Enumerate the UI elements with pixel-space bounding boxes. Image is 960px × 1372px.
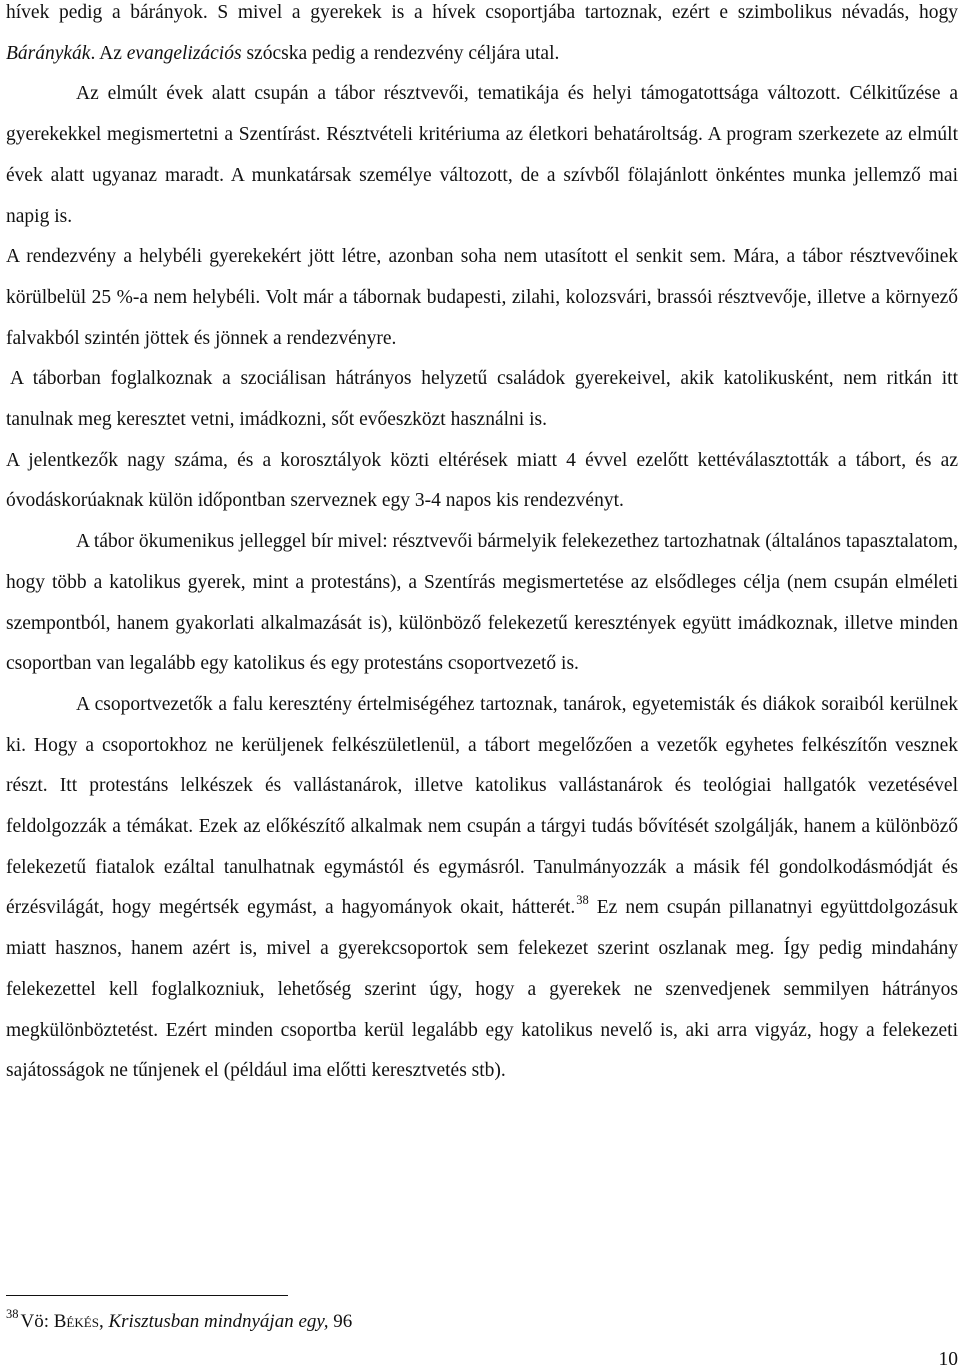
footnote-separator: , xyxy=(98,1311,109,1332)
footnote-reference[interactable]: 38 xyxy=(576,893,589,908)
footnote-author: Békés xyxy=(53,1311,99,1332)
paragraph-1-italic-baranykak: Báránykák xyxy=(6,42,91,64)
paragraph-7-text-a: A csoportvezetők a falu keresztény értelmiségéhez tartoznak, tanárok, egyetemisták és diákok soraiból kerülnek ki. Hogy a csoportokhoz ne kerüljenek felkészületlenül, a tábort megelőzően a vezetők egyhetes felkészítőn vesznek részt. Itt protestáns lelkészek és vallástanárok, illetve katolikus vallástanárok és teológiai hallgatók vezetésével feldolgozzák a témákat. Ezek az előkészítő alkalmak nem csupán a tárgyi tudás bővítését szolgálják, hanem a különböző felekezetű fiatalok ezáltal tanulhatnak egymástól és egymásról. Tanulmányozzák a másik fél gondolkodásmódját és érzésvilágát, hogy megértsék egymást, a hagyományok okait, hátterét. xyxy=(6,693,958,919)
page-number: 10 xyxy=(938,1349,958,1370)
body-text xyxy=(6,0,958,1092)
paragraph-7-text-b: Ez nem csupán pillanatnyi együttdolgozásuk miatt hasznos, hanem azért is, mivel a gyerekcsoportok sem felekezet szerint oszlanak meg. Így pedig mindahány felekezettel kell foglalkozniuk, lehetőség szerint úgy, hogy a gyerekek ne szenvedjenek semmilyen hátrányos megkülönböztetést. Ezért minden csoportba kerül legalább egy katolikus nevelő is, aki arra vigyáz, hogy a felekezeti sajátosságok ne tűnjenek el (például ima előtti keresztvetés stb). xyxy=(6,897,958,1082)
paragraph-1-text-b: . Az xyxy=(90,42,127,64)
footnote xyxy=(6,1309,352,1335)
footnote-marker: 38 xyxy=(6,1307,19,1321)
paragraph-7 xyxy=(6,685,958,1092)
paragraph-2: Az elmúlt évek alatt csupán a tábor résztvevői, tematikája és helyi támogatottsága változott. Célkitűzése a gyerekekkel megismertetni a Szentírást. Résztvételi kritériuma az életkori behatároltság. A program szerkezete az elmúlt évek alatt ugyanaz maradt. A munkatársak személye változott, de a szívből fölajánlott önkéntes munka jellemző mai napig is. xyxy=(6,83,958,227)
footnote-divider xyxy=(6,1295,288,1296)
paragraph-1-text-a: hívek pedig a bárányok. S mivel a gyerekek is a hívek csoportjába tartoznak, ezért e szimbolikus névadás, hogy xyxy=(6,2,958,23)
footnote-page: 96 xyxy=(328,1311,353,1332)
paragraph-6: A tábor ökumenikus jelleggel bír mivel: résztvevői bármelyik felekezethez tartozhatnak (általános tapasztalatom, hogy több a katolikus gyerek, mint a protestáns), a Szentírás megismertetése az elsődleges célja (nem csupán elméleti szempontból, hanem gyakorlati alkalmazását is), különböző felekezetű keresztények együtt imádkoznak, illetve minden csoportban van legalább egy katolikus és egy protestáns csoportvezető is. xyxy=(6,531,958,675)
footnote-title: Krisztusban mindnyájan egy, xyxy=(108,1311,329,1332)
paragraph-1 xyxy=(6,0,958,74)
paragraph-1-italic-evangelizacios: evangelizációs xyxy=(126,42,242,64)
footnote-prefix: Vö: xyxy=(20,1311,54,1332)
paragraph-1-text-c: szócska pedig a rendezvény céljára utal. xyxy=(241,42,560,64)
paragraph-3: A rendezvény a helybéli gyerekekért jött létre, azonban soha nem utasított el senkit sem. Mára, a tábor résztvevőinek körülbelül 25 %-a nem helybéli. Volt már a tábornak budapesti, zilahi, kolozsvári, brassói résztvevője, illetve a környező falvakból szintén jöttek és jönnek a rendezvényre. xyxy=(6,246,958,349)
paragraph-4: A táborban foglalkoznak a szociálisan hátrányos helyzetű családok gyerekeivel, akik katolikusként, nem ritkán itt tanulnak meg keresztet vetni, imádkozni, sőt evőeszközt használni is. xyxy=(6,368,958,431)
paragraph-5: A jelentkezők nagy száma, és a korosztályok közti eltérések miatt 4 évvel ezelőtt kettéválasztották a tábort, és az óvodáskorúaknak külön időpontban szerveznek egy 3-4 napos kis rendezvényt. xyxy=(6,449,958,512)
